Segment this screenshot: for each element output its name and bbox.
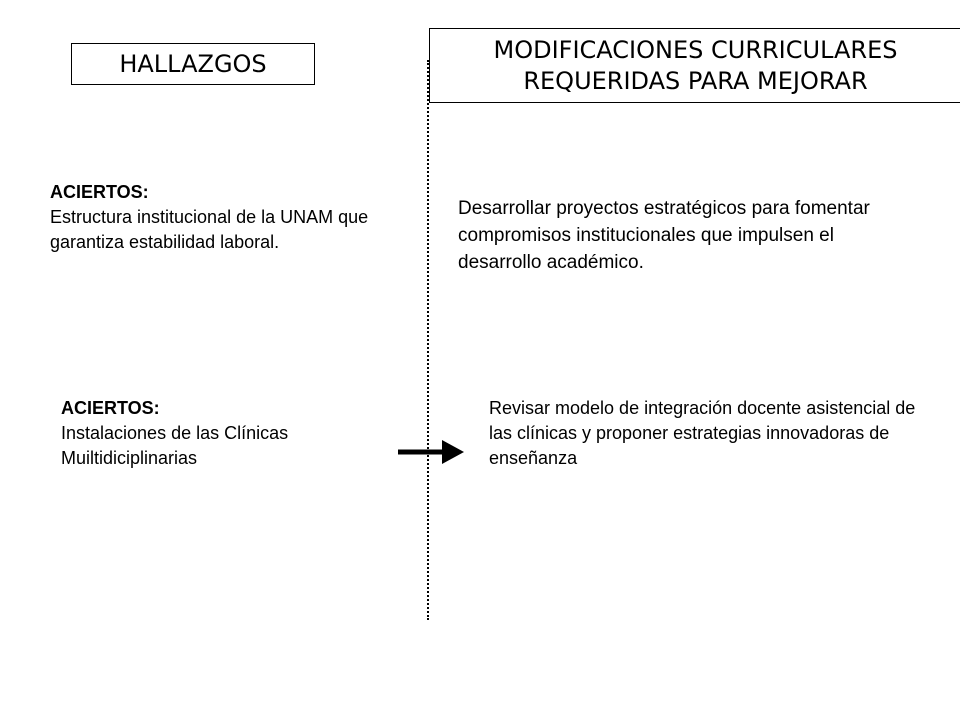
finding-1 [50, 180, 400, 255]
modification-2 [489, 396, 919, 471]
finding-2 [61, 396, 391, 471]
modification-1-text: Desarrollar proyectos estratégicos para fomentar compromisos institucionales que impulsen el desarrollo académico. [458, 198, 870, 273]
right-arrow-icon [396, 432, 466, 472]
finding-1-text: Estructura institucional de la UNAM que garantiza estabilidad laboral. [50, 207, 369, 252]
hallazgos-header: HALLAZGOS [71, 43, 315, 85]
modificaciones-header-line2: REQUERIDAS PARA MEJORAR [523, 67, 868, 95]
modification-1 [458, 195, 918, 276]
modification-2-text: Revisar modelo de integración docente asistencial de las clínicas y proponer estrategias innovadoras de enseñanza [489, 398, 916, 468]
finding-2-heading: ACIERTOS: [61, 398, 160, 418]
dotted-divider [427, 60, 429, 620]
finding-1-heading: ACIERTOS: [50, 182, 149, 202]
finding-2-text: Instalaciones de las Clínicas Muiltidiciplinarias [61, 423, 289, 468]
modificaciones-header [429, 28, 960, 103]
modificaciones-header-line1: MODIFICACIONES CURRICULARES [493, 36, 898, 64]
